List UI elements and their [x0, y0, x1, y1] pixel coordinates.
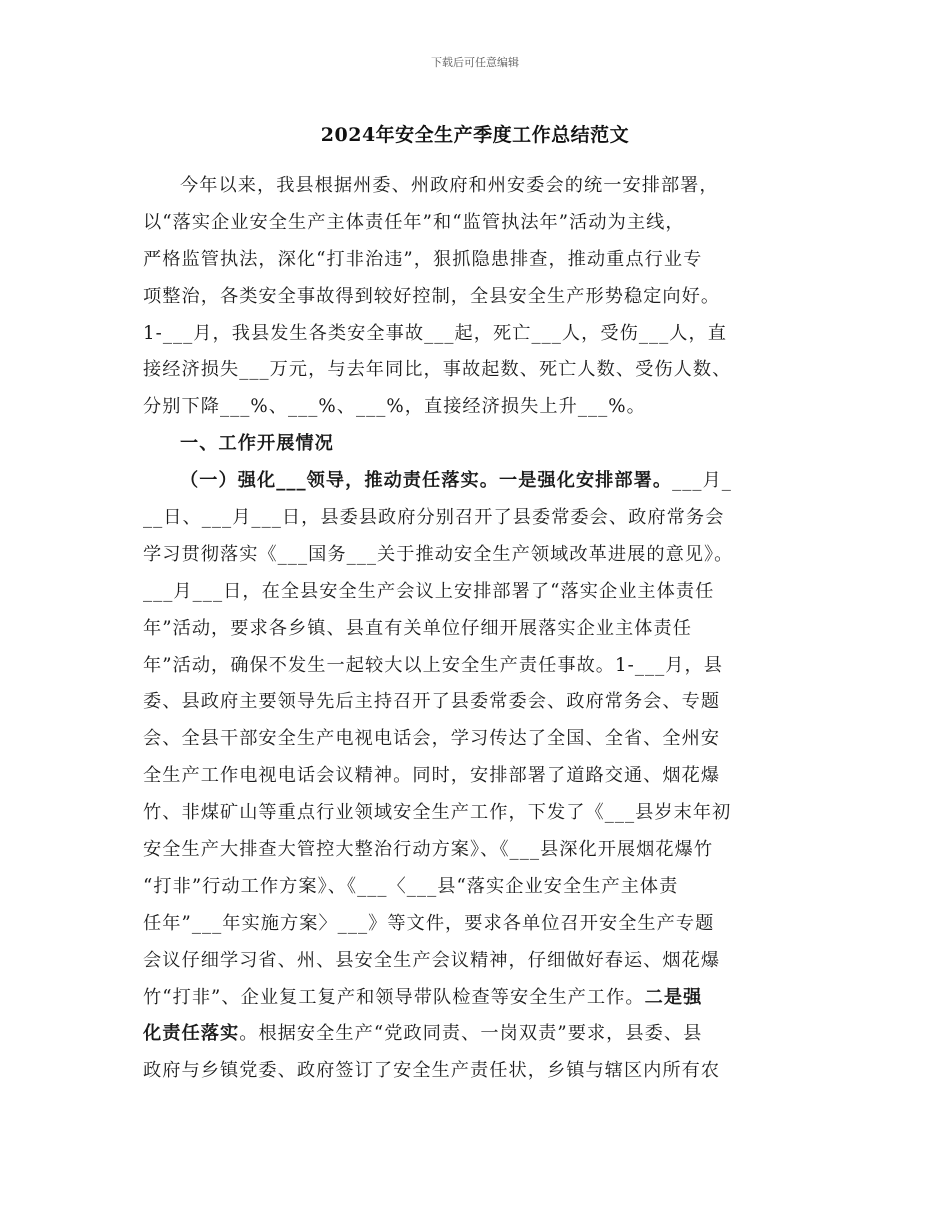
text-line — [143, 242, 811, 279]
bold-text: 二是强 — [644, 986, 703, 1008]
text-segment: 严格监管执法，深化“打非治违”，狠抓隐患排查，推动重点行业专 — [143, 248, 703, 270]
text-line — [143, 168, 811, 205]
text-segment: 学习贯彻落实《___国务___关于推动安全生产领域改革进展的意见》。 — [143, 543, 734, 565]
bold-text: 一、工作开展情况 — [180, 433, 334, 455]
text-line — [143, 316, 811, 353]
text-segment: 今年以来，我县根据州委、州政府和州安委会的统一安排部署， — [180, 175, 719, 196]
bold-text: （一）强化___领导，推动责任落实。一是强化安排部署。 — [180, 470, 673, 492]
text-line — [143, 611, 811, 648]
text-line — [143, 426, 811, 463]
text-segment: 会议仔细学习省、州、县安全生产会议精神，仔细做好春运、烟花爆 — [143, 949, 721, 971]
text-line — [143, 721, 811, 758]
text-segment: 委、县政府主要领导先后主持召开了县委常委会、政府常务会、专题 — [143, 691, 721, 713]
document-body — [143, 168, 811, 1090]
text-line — [143, 500, 811, 537]
text-segment: 以“落实企业安全生产主体责任年”和“监管执法年”活动为主线， — [143, 211, 685, 233]
text-segment: 项整治，各类安全事故得到较好控制，全县安全生产形势稳定向好。 — [143, 285, 721, 307]
text-segment: 竹、非煤矿山等重点行业领域安全生产工作，下发了《___县岁末年初 — [143, 802, 732, 824]
text-segment: 接经济损失___万元，与去年同比，事故起数、死亡人数、受伤人数、 — [143, 359, 732, 381]
text-line — [143, 1053, 811, 1090]
text-line — [143, 279, 811, 316]
text-line — [143, 943, 811, 980]
text-line — [143, 205, 811, 242]
text-line — [143, 980, 811, 1017]
text-line — [143, 648, 811, 685]
text-line — [143, 1016, 811, 1053]
text-segment: 全生产工作电视电话会议精神。同时，安排部署了道路交通、烟花爆 — [143, 765, 721, 787]
text-line — [143, 574, 811, 611]
text-line — [143, 537, 811, 574]
text-line — [143, 869, 811, 906]
text-segment: __日、___月___日，县委县政府分别召开了县委常委会、政府常务会 — [143, 507, 725, 529]
text-segment: 政府与乡镇党委、政府签订了安全生产责任状，乡镇与辖区内所有农 — [143, 1060, 721, 1082]
text-segment: 会、全县干部安全生产电视电话会，学习传达了全国、全省、全州安 — [143, 728, 721, 750]
text-line — [143, 389, 811, 426]
text-segment: ___月___日，在全县安全生产会议上安排部署了“落实企业主体责任 — [143, 580, 715, 602]
text-line — [143, 832, 811, 869]
bold-text: 化责任落实 — [143, 1023, 240, 1045]
text-line — [143, 463, 811, 500]
document-title: 2024年安全生产季度工作总结范文 — [320, 124, 630, 146]
text-segment: 安全生产大排查大管控大整治行动方案》、《___县深化开展烟花爆竹 — [143, 839, 714, 861]
text-segment: 分别下降___%、___%、___%，直接经济损失上升___%。 — [143, 396, 646, 418]
text-line — [143, 906, 811, 943]
text-segment: 年”活动，要求各乡镇、县直有关单位仔细开展落实企业主体责任 — [143, 617, 692, 639]
text-line — [143, 795, 811, 832]
text-segment: 。根据安全生产“党政同责、一岗双责”要求，县委、县 — [239, 1023, 703, 1045]
text-segment: 任年”___年实施方案〉___》等文件，要求各单位召开安全生产专题 — [143, 912, 715, 934]
text-segment: 1-___月，我县发生各类安全事故___起，死亡___人，受伤___人，直 — [143, 322, 728, 344]
text-segment: ___月_ — [672, 470, 732, 492]
text-segment: 年”活动，确保不发生一起较大以上安全生产责任事故。1-___月，县 — [143, 654, 724, 676]
text-segment: “打非”行动工作方案》、《___〈___县“落实企业安全生产主体责 — [143, 875, 679, 897]
text-line — [143, 758, 811, 795]
text-line — [143, 684, 811, 721]
text-segment: 竹“打非”、企业复工复产和领导带队检查等安全生产工作。 — [143, 986, 645, 1008]
header-note: 下载后可任意编辑 — [431, 56, 519, 69]
text-line — [143, 352, 811, 389]
